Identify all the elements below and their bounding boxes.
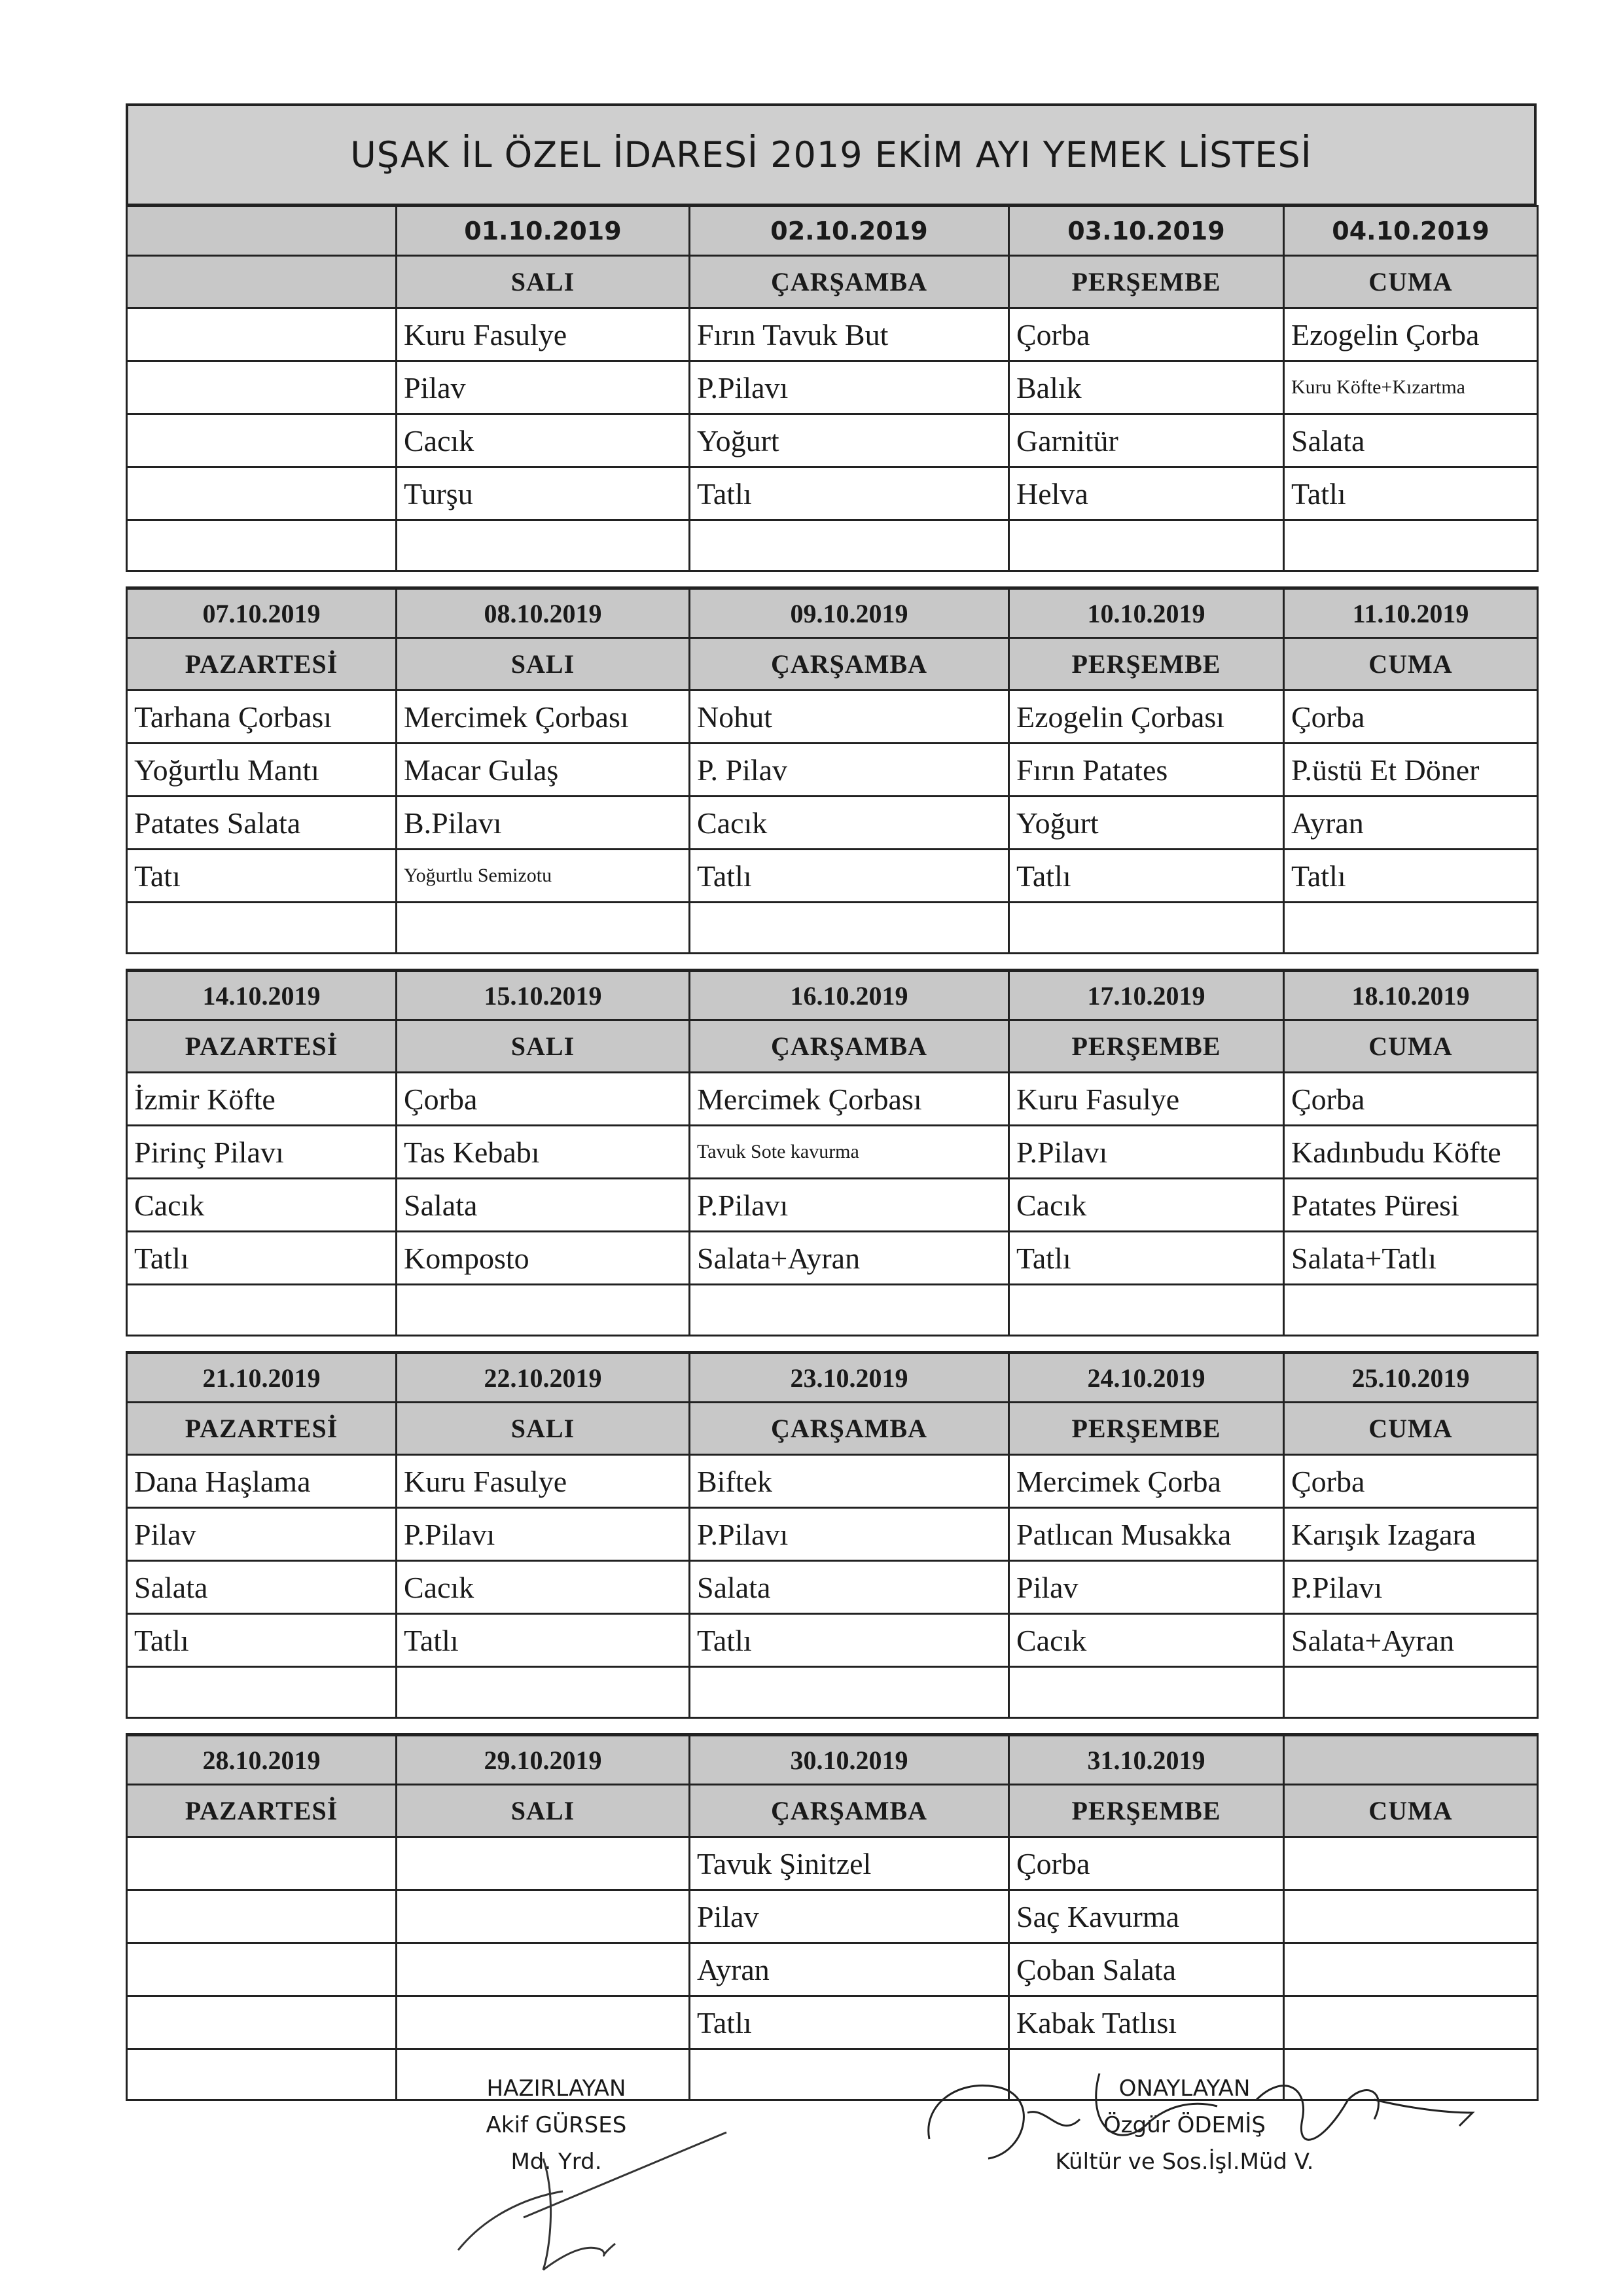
meal-row <box>127 1508 1538 1561</box>
meal-cell-persembe: Tatlı <box>1009 1232 1284 1285</box>
blank-cell <box>1009 903 1284 954</box>
date-cell-cuma: 11.10.2019 <box>1284 588 1538 638</box>
prepared-name: Akif GÜRSES <box>486 2112 627 2138</box>
blank-cell <box>690 903 1009 954</box>
meal-cell-pazartesi: Cacık <box>127 1179 397 1232</box>
page-title: UŞAK İL ÖZEL İDARESİ 2019 EKİM AYI YEMEK LİSTESİ <box>350 134 1312 175</box>
meal-cell-pazartesi: İzmir Köfte <box>127 1073 397 1126</box>
date-row <box>127 971 1538 1020</box>
meal-cell-persembe: Balık <box>1009 361 1284 414</box>
week-table-2 <box>126 586 1539 954</box>
meal-cell-pazartesi: Pilav <box>127 1508 397 1561</box>
blank-cell <box>1284 903 1538 954</box>
week-separator <box>126 572 1537 586</box>
meal-cell-sali: Salata <box>397 1179 690 1232</box>
meal-cell-pazartesi <box>127 1996 397 2049</box>
meal-cell-persembe: Fırın Patates <box>1009 744 1284 797</box>
date-cell-cuma: 18.10.2019 <box>1284 971 1538 1020</box>
meal-cell-cuma <box>1284 1943 1538 1996</box>
blank-cell <box>690 520 1009 571</box>
meal-cell-sali <box>397 1996 690 2049</box>
meal-cell-persembe: Tatlı <box>1009 850 1284 903</box>
meal-row <box>127 414 1538 467</box>
week-table-4 <box>126 1351 1539 1719</box>
day-cell-persembe: PERŞEMBE <box>1009 638 1284 691</box>
day-cell-pazartesi <box>127 256 397 308</box>
day-cell-persembe: PERŞEMBE <box>1009 1785 1284 1837</box>
meal-cell-pazartesi <box>127 1890 397 1943</box>
week-separator <box>126 954 1537 969</box>
date-cell-carsamba: 23.10.2019 <box>690 1353 1009 1403</box>
date-cell-persembe: 10.10.2019 <box>1009 588 1284 638</box>
meal-cell-sali: Komposto <box>397 1232 690 1285</box>
day-row <box>127 256 1538 308</box>
blank-cell <box>690 1285 1009 1336</box>
meal-cell-sali: Kuru Fasulye <box>397 308 690 361</box>
meal-row <box>127 1126 1538 1179</box>
meal-cell-sali: Macar Gulaş <box>397 744 690 797</box>
date-cell-pazartesi: 07.10.2019 <box>127 588 397 638</box>
date-cell-carsamba: 30.10.2019 <box>690 1735 1009 1785</box>
blank-cell <box>127 1285 397 1336</box>
date-cell-carsamba: 02.10.2019 <box>690 206 1009 256</box>
meal-cell-cuma: Kuru Köfte+Kızartma <box>1284 361 1538 414</box>
meal-cell-sali <box>397 1890 690 1943</box>
date-cell-sali: 22.10.2019 <box>397 1353 690 1403</box>
day-row <box>127 1785 1538 1837</box>
prepared-heading: HAZIRLAYAN <box>486 2075 626 2102</box>
meal-cell-carsamba: Nohut <box>690 691 1009 744</box>
meal-cell-sali: Çorba <box>397 1073 690 1126</box>
day-cell-sali: SALI <box>397 1020 690 1073</box>
blank-cell <box>127 1667 397 1718</box>
day-cell-cuma: CUMA <box>1284 1785 1538 1837</box>
date-row <box>127 206 1538 256</box>
meal-cell-persembe: Çorba <box>1009 1837 1284 1890</box>
date-cell-carsamba: 16.10.2019 <box>690 971 1009 1020</box>
date-cell-persembe: 31.10.2019 <box>1009 1735 1284 1785</box>
meal-row <box>127 1073 1538 1126</box>
meal-cell-carsamba: Tatlı <box>690 467 1009 520</box>
day-cell-carsamba: ÇARŞAMBA <box>690 638 1009 691</box>
meal-cell-persembe: Çoban Salata <box>1009 1943 1284 1996</box>
date-cell-cuma <box>1284 1735 1538 1785</box>
meal-cell-persembe: P.Pilavı <box>1009 1126 1284 1179</box>
meal-row <box>127 1232 1538 1285</box>
meal-cell-pazartesi <box>127 308 397 361</box>
meal-cell-sali <box>397 1837 690 1890</box>
meal-cell-carsamba: Tatlı <box>690 1996 1009 2049</box>
meal-cell-pazartesi <box>127 467 397 520</box>
blank-row <box>127 1667 1538 1718</box>
date-cell-carsamba: 09.10.2019 <box>690 588 1009 638</box>
meal-cell-persembe: Cacık <box>1009 1179 1284 1232</box>
meal-cell-cuma: Patates Püresi <box>1284 1179 1538 1232</box>
date-row <box>127 1735 1538 1785</box>
meal-cell-carsamba: Salata+Ayran <box>690 1232 1009 1285</box>
day-cell-persembe: PERŞEMBE <box>1009 1020 1284 1073</box>
blank-cell <box>1009 1285 1284 1336</box>
day-cell-sali: SALI <box>397 1785 690 1837</box>
day-cell-carsamba: ÇARŞAMBA <box>690 256 1009 308</box>
date-cell-pazartesi <box>127 206 397 256</box>
title-bar <box>126 103 1537 205</box>
meal-cell-sali: Kuru Fasulye <box>397 1455 690 1508</box>
approved-name: Özgür ÖDEMİŞ <box>1103 2112 1266 2138</box>
blank-cell <box>127 903 397 954</box>
meal-cell-pazartesi: Tarhana Çorbası <box>127 691 397 744</box>
meal-row <box>127 467 1538 520</box>
meal-cell-cuma: Tatlı <box>1284 467 1538 520</box>
meal-cell-carsamba: Mercimek Çorbası <box>690 1073 1009 1126</box>
meal-cell-carsamba: Ayran <box>690 1943 1009 1996</box>
meal-cell-cuma: Salata+Tatlı <box>1284 1232 1538 1285</box>
meal-cell-sali: Cacık <box>397 1561 690 1614</box>
meal-row <box>127 744 1538 797</box>
blank-cell <box>690 1667 1009 1718</box>
day-cell-sali: SALI <box>397 638 690 691</box>
meal-cell-carsamba: P.Pilavı <box>690 1179 1009 1232</box>
meal-cell-cuma: Ayran <box>1284 797 1538 850</box>
meal-cell-pazartesi: Tatlı <box>127 1614 397 1667</box>
day-cell-cuma: CUMA <box>1284 638 1538 691</box>
meal-cell-persembe: Mercimek Çorba <box>1009 1455 1284 1508</box>
meal-row <box>127 1996 1538 2049</box>
day-row <box>127 1020 1538 1073</box>
meal-cell-cuma: Tatlı <box>1284 850 1538 903</box>
meal-cell-cuma: P.Pilavı <box>1284 1561 1538 1614</box>
day-cell-sali: SALI <box>397 1403 690 1455</box>
week-separator <box>126 1336 1537 1351</box>
blank-cell <box>1284 520 1538 571</box>
meal-cell-pazartesi <box>127 1943 397 1996</box>
meal-cell-persembe: Ezogelin Çorbası <box>1009 691 1284 744</box>
blank-row <box>127 903 1538 954</box>
meal-cell-cuma: Ezogelin Çorba <box>1284 308 1538 361</box>
date-cell-pazartesi: 14.10.2019 <box>127 971 397 1020</box>
meal-cell-carsamba: P. Pilav <box>690 744 1009 797</box>
date-row <box>127 588 1538 638</box>
meal-cell-pazartesi: Tatlı <box>127 1232 397 1285</box>
date-cell-sali: 08.10.2019 <box>397 588 690 638</box>
meal-cell-carsamba: Tavuk Şinitzel <box>690 1837 1009 1890</box>
day-cell-cuma: CUMA <box>1284 1403 1538 1455</box>
meal-cell-pazartesi: Dana Haşlama <box>127 1455 397 1508</box>
date-row <box>127 1353 1538 1403</box>
meal-cell-pazartesi <box>127 361 397 414</box>
date-cell-pazartesi: 28.10.2019 <box>127 1735 397 1785</box>
meal-cell-cuma: Salata <box>1284 414 1538 467</box>
meal-cell-persembe: Cacık <box>1009 1614 1284 1667</box>
meal-cell-persembe: Garnitür <box>1009 414 1284 467</box>
meal-cell-cuma: Çorba <box>1284 1073 1538 1126</box>
day-cell-carsamba: ÇARŞAMBA <box>690 1020 1009 1073</box>
meal-cell-pazartesi <box>127 1837 397 1890</box>
meal-cell-carsamba: Tavuk Sote kavurma <box>690 1126 1009 1179</box>
meal-cell-sali: Mercimek Çorbası <box>397 691 690 744</box>
blank-cell <box>127 520 397 571</box>
blank-cell <box>1009 1667 1284 1718</box>
date-cell-cuma: 25.10.2019 <box>1284 1353 1538 1403</box>
meal-cell-persembe: Patlıcan Musakka <box>1009 1508 1284 1561</box>
meal-row <box>127 1890 1538 1943</box>
meal-cell-cuma: Karışık Izagara <box>1284 1508 1538 1561</box>
meal-cell-cuma: Çorba <box>1284 691 1538 744</box>
meal-cell-carsamba: Salata <box>690 1561 1009 1614</box>
day-row <box>127 638 1538 691</box>
approved-role: Kültür ve Sos.İşl.Müd V. <box>1055 2149 1314 2175</box>
date-cell-persembe: 24.10.2019 <box>1009 1353 1284 1403</box>
meal-cell-cuma <box>1284 1837 1538 1890</box>
meal-cell-carsamba: Cacık <box>690 797 1009 850</box>
meal-row <box>127 1837 1538 1890</box>
meal-row <box>127 1561 1538 1614</box>
meal-cell-persembe: Çorba <box>1009 308 1284 361</box>
meal-cell-persembe: Kuru Fasulye <box>1009 1073 1284 1126</box>
blank-row <box>127 1285 1538 1336</box>
date-cell-cuma: 04.10.2019 <box>1284 206 1538 256</box>
meal-cell-carsamba: Pilav <box>690 1890 1009 1943</box>
day-cell-carsamba: ÇARŞAMBA <box>690 1785 1009 1837</box>
week-table-5 <box>126 1733 1539 2101</box>
blank-cell <box>397 1667 690 1718</box>
meal-cell-sali: Pilav <box>397 361 690 414</box>
date-cell-sali: 29.10.2019 <box>397 1735 690 1785</box>
date-cell-pazartesi: 21.10.2019 <box>127 1353 397 1403</box>
meal-cell-sali <box>397 1943 690 1996</box>
meal-row <box>127 1614 1538 1667</box>
meal-cell-persembe: Saç Kavurma <box>1009 1890 1284 1943</box>
meal-cell-cuma <box>1284 1890 1538 1943</box>
meal-cell-sali: Tatlı <box>397 1614 690 1667</box>
day-cell-cuma: CUMA <box>1284 1020 1538 1073</box>
meal-cell-cuma: Kadınbudu Köfte <box>1284 1126 1538 1179</box>
meal-cell-carsamba: Tatlı <box>690 1614 1009 1667</box>
day-row <box>127 1403 1538 1455</box>
meal-cell-carsamba: Fırın Tavuk But <box>690 308 1009 361</box>
date-cell-sali: 15.10.2019 <box>397 971 690 1020</box>
meal-cell-carsamba: P.Pilavı <box>690 361 1009 414</box>
approved-heading: ONAYLAYAN <box>1118 2075 1251 2102</box>
meal-cell-sali: Turşu <box>397 467 690 520</box>
day-cell-pazartesi: PAZARTESİ <box>127 1020 397 1073</box>
day-cell-pazartesi: PAZARTESİ <box>127 1403 397 1455</box>
signature-footer <box>0 2047 1623 2296</box>
blank-cell <box>397 520 690 571</box>
blank-cell <box>397 903 690 954</box>
meal-cell-carsamba: Yoğurt <box>690 414 1009 467</box>
meal-cell-cuma: Salata+Ayran <box>1284 1614 1538 1667</box>
meal-cell-cuma <box>1284 1996 1538 2049</box>
blank-cell <box>1284 1667 1538 1718</box>
prepared-role: Md. Yrd. <box>510 2149 602 2175</box>
date-cell-persembe: 03.10.2019 <box>1009 206 1284 256</box>
date-cell-persembe: 17.10.2019 <box>1009 971 1284 1020</box>
meal-cell-pazartesi <box>127 414 397 467</box>
meal-cell-persembe: Kabak Tatlısı <box>1009 1996 1284 2049</box>
blank-cell <box>1009 520 1284 571</box>
meal-row <box>127 850 1538 903</box>
meal-row <box>127 797 1538 850</box>
meal-row <box>127 691 1538 744</box>
meal-cell-pazartesi: Yoğurtlu Mantı <box>127 744 397 797</box>
week-separator <box>126 1719 1537 1733</box>
meal-cell-sali: Tas Kebabı <box>397 1126 690 1179</box>
meal-cell-sali: Cacık <box>397 414 690 467</box>
day-cell-carsamba: ÇARŞAMBA <box>690 1403 1009 1455</box>
meal-row <box>127 1943 1538 1996</box>
meal-cell-sali: P.Pilavı <box>397 1508 690 1561</box>
meal-cell-cuma: Çorba <box>1284 1455 1538 1508</box>
week-table-1 <box>126 205 1539 572</box>
meal-cell-pazartesi: Patates Salata <box>127 797 397 850</box>
meal-cell-pazartesi: Salata <box>127 1561 397 1614</box>
meal-cell-carsamba: P.Pilavı <box>690 1508 1009 1561</box>
day-cell-sali: SALI <box>397 256 690 308</box>
prepared-signature <box>445 2119 746 2276</box>
blank-cell <box>1284 1285 1538 1336</box>
day-cell-persembe: PERŞEMBE <box>1009 256 1284 308</box>
meal-row <box>127 1455 1538 1508</box>
approved-signature <box>916 2060 1479 2178</box>
meal-row <box>127 361 1538 414</box>
date-cell-sali: 01.10.2019 <box>397 206 690 256</box>
blank-cell <box>397 1285 690 1336</box>
meal-row <box>127 1179 1538 1232</box>
meal-cell-cuma: P.üstü Et Döner <box>1284 744 1538 797</box>
meal-row <box>127 308 1538 361</box>
day-cell-pazartesi: PAZARTESİ <box>127 638 397 691</box>
day-cell-cuma: CUMA <box>1284 256 1538 308</box>
menu-sheet <box>126 103 1537 2101</box>
meal-cell-persembe: Pilav <box>1009 1561 1284 1614</box>
meal-cell-sali: Yoğurtlu Semizotu <box>397 850 690 903</box>
meal-cell-pazartesi: Tatı <box>127 850 397 903</box>
meal-cell-persembe: Helva <box>1009 467 1284 520</box>
day-cell-persembe: PERŞEMBE <box>1009 1403 1284 1455</box>
week-table-3 <box>126 969 1539 1336</box>
day-cell-pazartesi: PAZARTESİ <box>127 1785 397 1837</box>
blank-row <box>127 520 1538 571</box>
meal-cell-pazartesi: Pirinç Pilavı <box>127 1126 397 1179</box>
weeks-container <box>126 205 1537 2101</box>
meal-cell-sali: B.Pilavı <box>397 797 690 850</box>
meal-cell-carsamba: Tatlı <box>690 850 1009 903</box>
meal-cell-persembe: Yoğurt <box>1009 797 1284 850</box>
meal-cell-carsamba: Biftek <box>690 1455 1009 1508</box>
